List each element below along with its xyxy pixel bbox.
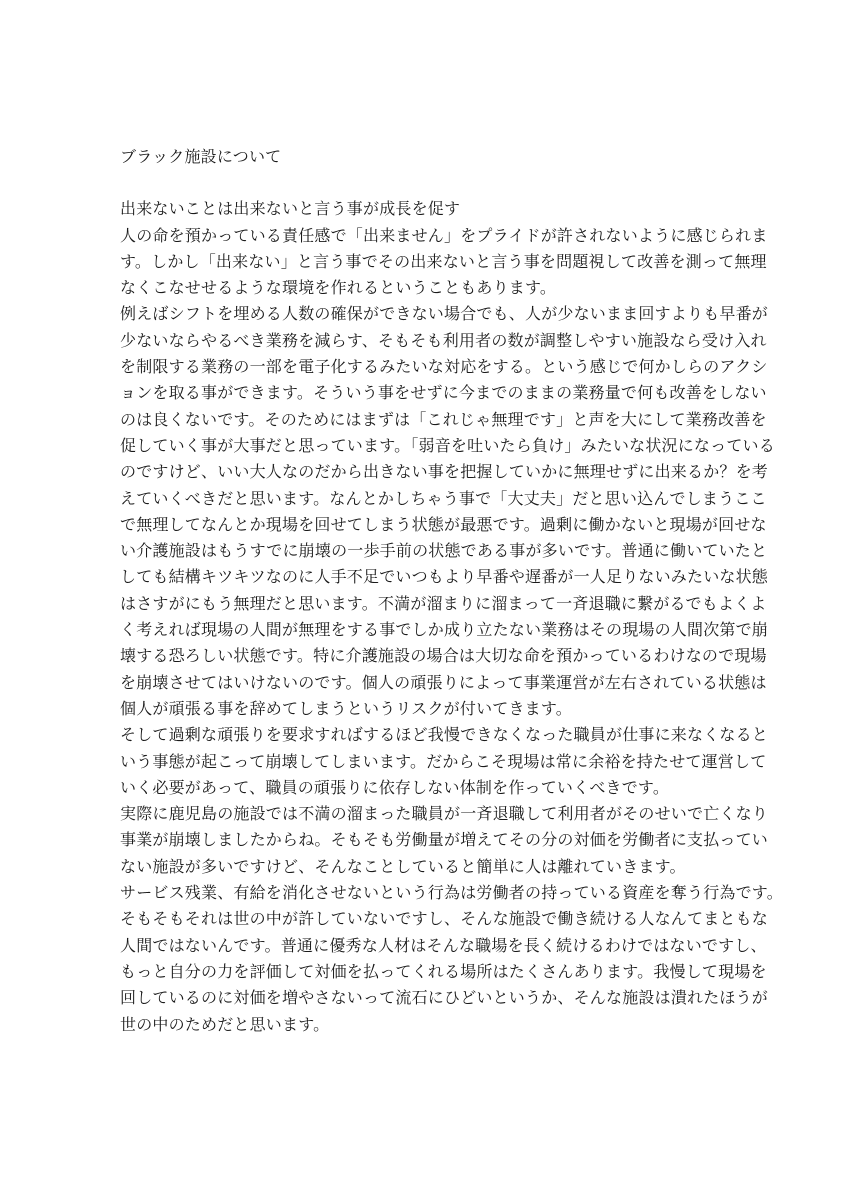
text-line: しても結構キツキツなのに人手不足でいつもより早番や遅番が一人足りないみたいな状態 <box>120 567 769 587</box>
text-line: 人の命を預かっている責任感で「出来ません」をプライドが許されないように感じられま <box>120 225 768 245</box>
text-line: 世の中のためだと思います。 <box>120 1014 330 1034</box>
text-line: 人間ではないんです。普通に優秀な人材はそんな職場を長く続けるわけではないですし、 <box>120 935 767 955</box>
text-line: 例えばシフトを埋める人数の確保ができない場合でも、人が少ないまま回すよりも早番が <box>120 304 769 324</box>
text-line: く考えれば現場の人間が無理をする事でしか成り立たない業務はその現場の人間次第で崩 <box>120 620 769 640</box>
text-line: そして過剰な頑張りを要求すればするほど我慢できなくなった職員が仕事に来なくなると <box>120 725 769 745</box>
text-line: 少ないならやるべき業務を減らす、そもそも利用者の数が調整しやすい施設なら受け入れ <box>120 330 767 350</box>
text-line: い介護施設はもうすでに崩壊の一歩手前の状態である事が多いです。普通に働いていたと <box>120 541 768 561</box>
text-line: いう事態が起こって崩壊してしまいます。だからこそ現場は常に余裕を持たせて運営して <box>120 751 767 771</box>
text-line: 個人が頑張る事を辞めてしまうというリスクが付いてきます。 <box>120 698 573 718</box>
text-line: ない施設が多いですけど、そんなことしていると簡単に人は離れていきます。 <box>120 856 686 876</box>
text-line: いく必要があって、職員の頑張りに依存しない体制を作っていくべきです。 <box>120 777 670 797</box>
text-line: そもそもそれは世の中が許していないですし、そんな施設で働き続ける人なんてまともな <box>120 909 769 929</box>
text-line: はさすがにもう無理だと思います。不満が溜まりに溜まって一斉退職に繋がるでもよくよ <box>120 593 767 613</box>
document-body <box>120 144 783 1038</box>
text-line: えていくべきだと思います。なんとかしちゃう事で「大丈夫」だと思い込んでしまうここ <box>120 488 767 508</box>
text-line: を制限する業務の一部を電子化するみたいな対応をする。という感じで何かしらのアクシ <box>120 357 768 377</box>
body-text <box>120 223 783 1038</box>
text-line: 壊する恐ろしい状態です。特に介護施設の場合は大切な命を預かっているわけなので現場 <box>120 646 767 666</box>
text-line: もっと自分の力を評価して対価を払ってくれる場所はたくさんあります。我慢して現場を <box>120 961 767 981</box>
text-line: 事業が崩壊しましたからね。そもそも労働量が増えてその分の対価を労働者に支払ってい <box>120 830 769 850</box>
section-heading: 出来ないことは出来ないと言う事が成長を促す <box>120 199 461 219</box>
text-line: のは良くないです。そのためにはまずは「これじゃ無理です」と声を大にして業務改善を <box>120 409 767 429</box>
text-line: す。しかし「出来ない」と言う事でその出来ないと言う事を問題視して改善を測って無理 <box>120 251 767 271</box>
document-title: ブラック施設について <box>120 147 282 166</box>
text-line: のですけど、いい大人なのだから出きない事を把握していかに無理せずに出来るか？を考 <box>120 462 769 482</box>
text-line: なくこなせせるような環境を作れるということもあります。 <box>120 278 557 298</box>
text-line: 促していく事が大事だと思っています。「弱音を吐いたら負け」みたいな状況になっている <box>120 435 775 455</box>
text-line: を崩壊させてはいけないのです。個人の頑張りによって事業運営が左右されている状態は <box>120 672 767 692</box>
text-line: 実際に鹿児島の施設では不満の溜まった職員が一斉退職して利用者がそのせいで亡くなり <box>120 804 769 824</box>
text-line: サービス残業、有給を消化させないという行為は労働者の持っている資産を奪う行為です。 <box>120 883 783 903</box>
text-line: ョンを取る事ができます。そういう事をせずに今までのままの業務量で何も改善をしない <box>120 383 767 403</box>
text-line: で無理してなんとか現場を回せてしまう状態が最悪です。過剰に働かないと現場が回せな <box>120 514 767 534</box>
text-line: 回しているのに対価を増やさないって流石にひどいというか、そんな施設は潰れたほうが <box>120 988 769 1008</box>
